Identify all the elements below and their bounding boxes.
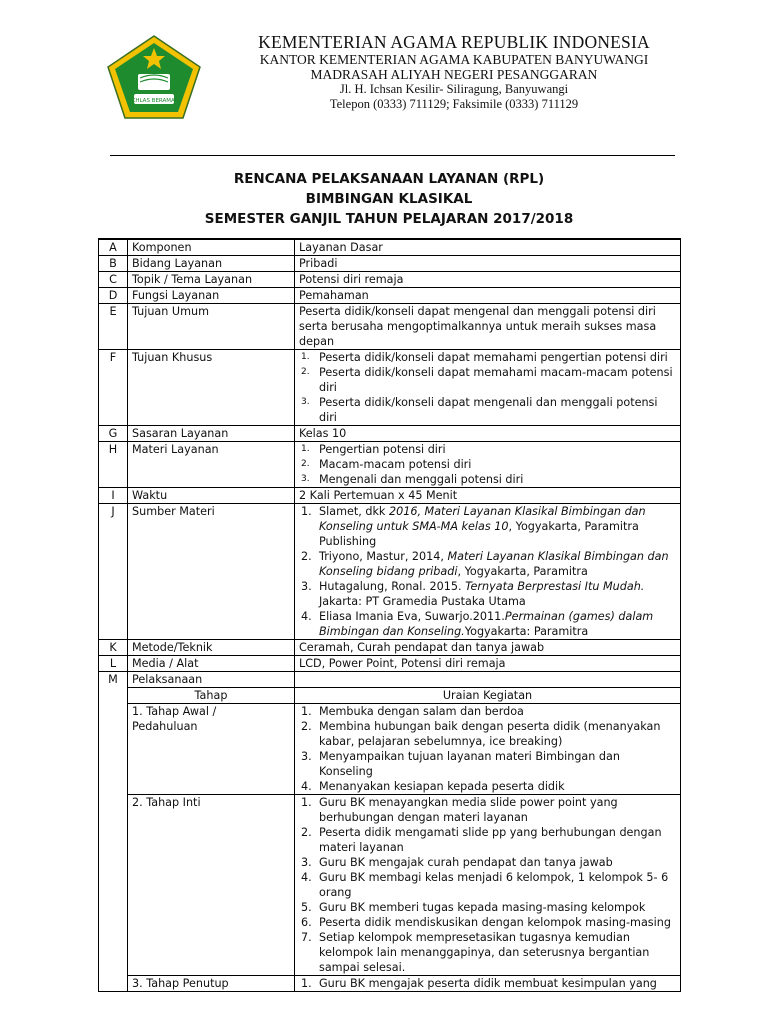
list-item: 3. Peserta didik/konseli dapat mengenali dan menggali potensi diri xyxy=(301,396,658,424)
list-item: 3. Guru BK mengajak curah pendapat dan tanya jawab xyxy=(301,856,613,869)
table-row xyxy=(99,688,681,704)
kemenag-logo xyxy=(104,34,204,120)
letterhead-divider xyxy=(110,155,675,156)
stage-name: 3. Tahap Penutup xyxy=(128,976,295,992)
list-item: 2. Triyono, Mastur, 2014, Materi Layanan Klasikal Bimbingan dan Konseling bidang pribadi, Yogyakarta, Paramitra xyxy=(301,550,669,578)
table-row: K Metode/Teknik Ceramah, Curah pendapat dan tanya jawab xyxy=(99,640,681,656)
list-item: 4. Guru BK membagi kelas menjadi 6 kelompok, 1 kelompok 5- 6 orang xyxy=(301,871,669,899)
list-item: 4. Menanyakan kesiapan kepada peserta didik xyxy=(301,780,565,793)
table-row: H Materi Layanan 1. Pengertian potensi diri 2. Macam-macam potensi diri 3. Mengenali dan menggali potensi diri xyxy=(99,442,681,488)
list-item: 1. Guru BK menayangkan media slide power point yang berhubungan dengan materi layanan xyxy=(301,796,618,824)
table-row: D Fungsi Layanan Pemahaman xyxy=(99,288,681,304)
tujuan-khusus-list xyxy=(299,350,676,425)
stage-activities xyxy=(299,976,676,991)
stage-name: 2. Tahap Inti xyxy=(128,795,295,976)
materi-list xyxy=(299,442,676,487)
office-name: KANTOR KEMENTERIAN AGAMA KABUPATEN BANYUWANGI xyxy=(259,52,649,67)
list-item: 1. Pengertian potensi diri xyxy=(301,443,446,456)
table-row: A Komponen Layanan Dasar xyxy=(99,239,681,256)
sumber-materi-list xyxy=(299,504,676,639)
list-item: 3. Mengenali dan menggali potensi diri xyxy=(301,473,524,486)
rpl-table xyxy=(98,238,681,992)
school-name: MADRASAH ALIYAH NEGERI PESANGGARAN xyxy=(310,67,598,82)
list-item: 3. Menyampaikan tujuan layanan materi Bimbingan dan Konseling xyxy=(301,750,620,778)
list-item: 5. Guru BK memberi tugas kepada masing-masing kelompok xyxy=(301,901,646,914)
table-row: F Tujuan Khusus 1. Peserta didik/konseli dapat memahami pengertian potensi diri 2. Peserta didik/konseli dapat memahami macam-macam potensi diri 3. Peserta didik/konseli dapat mengenali dan menggali potensi diri xyxy=(99,350,681,426)
table-row: J Sumber Materi 1. Slamet, dkk 2016, Materi Layanan Klasikal Bimbingan dan Konseling untuk SMA-MA kelas 10, Yogyakarta, Paramitra Publishing 2. Triyono, Mastur, 2014, Materi Layanan Klasikal Bimbingan dan Konseling bidang pribadi, Yogyakarta, Paramitra 3. Hutagalung, Ronal. 2015. Ternyata Berprestasi Itu Mudah. Jakarta: PT Gramedia Pustaka Utama 4. Eliasa Imania Eva, Suwarjo.2011.Permainan (games) dalam Bimbingan dan Konseling.Yogyakarta: Paramitra xyxy=(99,504,681,640)
table-row: I Waktu 2 Kali Pertemuan x 45 Menit xyxy=(99,488,681,504)
list-item: 2. Peserta didik mengamati slide pp yang berhubungan dengan materi layanan xyxy=(301,826,662,854)
list-item: 1. Membuka dengan salam dan berdoa xyxy=(301,705,524,718)
letterhead xyxy=(226,32,682,112)
table-row xyxy=(99,795,681,976)
phone: Telepon (0333) 711129; Faksimile (0333) 711129 xyxy=(329,97,579,111)
stage-activities xyxy=(299,704,676,794)
stage-name: 1. Tahap Awal / Pedahuluan xyxy=(128,704,295,795)
header-tahap: Tahap xyxy=(128,688,295,704)
ministry-name: KEMENTERIAN AGAMA REPUBLIK INDONESIA xyxy=(258,32,650,52)
table-row: C Topik / Tema Layanan Potensi diri remaja xyxy=(99,272,681,288)
table-row: G Sasaran Layanan Kelas 10 xyxy=(99,426,681,442)
list-item: 3. Hutagalung, Ronal. 2015. Ternyata Berprestasi Itu Mudah. Jakarta: PT Gramedia Pustaka Utama xyxy=(301,580,645,608)
stage-activities xyxy=(299,795,676,975)
table-row xyxy=(99,704,681,795)
document-title: RENCANA PELAKSANAAN LAYANAN (RPL) BIMBINGAN KLASIKAL SEMESTER GANJIL TAHUN PELAJARAN 2017/2018 xyxy=(204,171,574,227)
table-row: M Pelaksanaan xyxy=(99,672,681,688)
list-item: 1. Peserta didik/konseli dapat memahami pengertian potensi diri xyxy=(301,351,668,364)
table-row: L Media / Alat LCD, Power Point, Potensi diri remaja xyxy=(99,656,681,672)
list-item: 2. Macam-macam potensi diri xyxy=(301,458,472,471)
list-item: 6. Peserta didik mendiskusikan dengan kelompok masing-masing xyxy=(301,916,671,929)
list-item: 2. Membina hubungan baik dengan peserta didik (menanyakan kabar, pelajaran sebelumnya, ice breaking) xyxy=(301,720,661,748)
list-item: 1. Slamet, dkk 2016, Materi Layanan Klasikal Bimbingan dan Konseling untuk SMA-MA kelas 10, Yogyakarta, Paramitra Publishing xyxy=(301,505,646,548)
list-item: 7. Setiap kelompok mempresetasikan tugasnya kemudian kelompok lain menanggapinya, dan seterusnya bergantian sampai selesai. xyxy=(301,931,650,974)
header-uraian: Uraian Kegiatan xyxy=(295,688,681,704)
table-row xyxy=(99,976,681,992)
list-item: 1. Guru BK mengajak peserta didik membuat kesimpulan yang xyxy=(301,977,657,990)
address: Jl. H. Ichsan Kesilir- Siliragung, Banyuwangi xyxy=(339,82,569,96)
list-item: 4. Eliasa Imania Eva, Suwarjo.2011.Permainan (games) dalam Bimbingan dan Konseling.Yogyakarta: Paramitra xyxy=(301,610,654,638)
list-item: 2. Peserta didik/konseli dapat memahami macam-macam potensi diri xyxy=(301,366,673,394)
table-row: E Tujuan Umum Peserta didik/konseli dapat mengenal dan menggali potensi diri serta berusaha mengoptimalkannya untuk meraih sukses masa depan xyxy=(99,304,681,350)
table-row: B Bidang Layanan Pribadi xyxy=(99,256,681,272)
svg-text:IKHLAS BERAMAL: IKHLAS BERAMAL xyxy=(130,98,178,104)
